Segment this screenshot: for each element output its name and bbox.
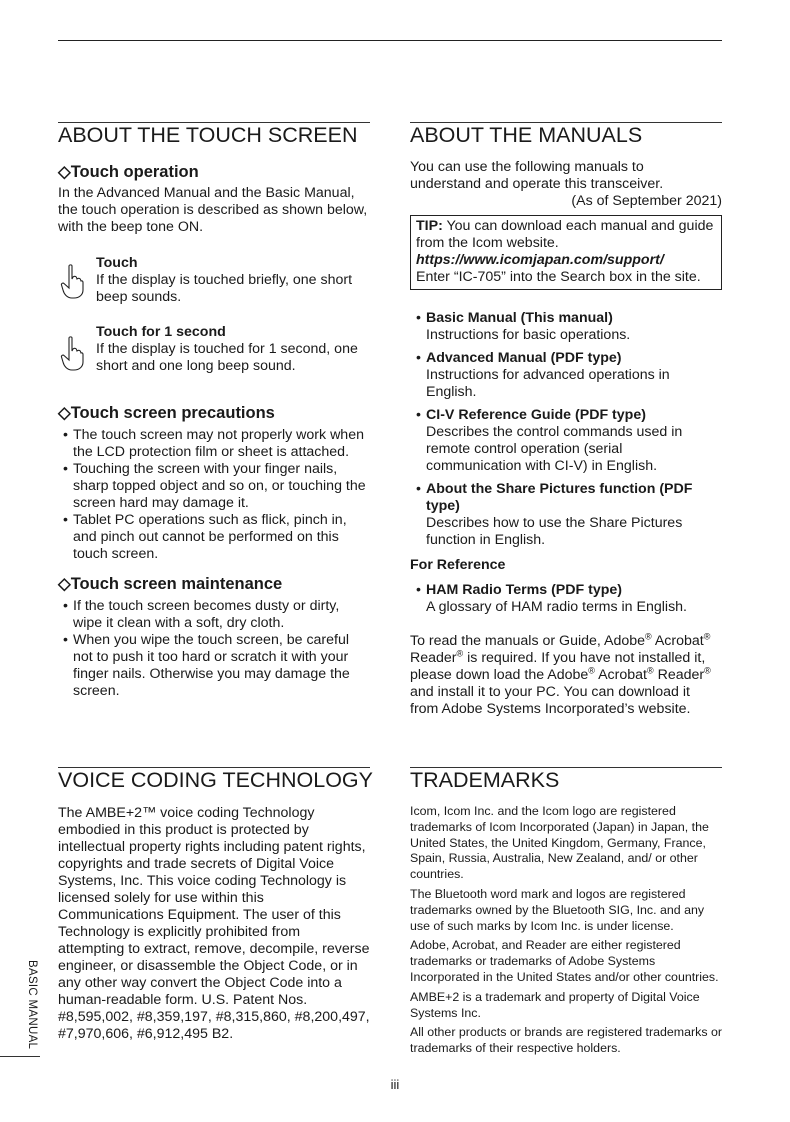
touch-hold-label: Touch for 1 second [96, 324, 226, 340]
touch-desc: If the display is touched briefly, one short beep sounds. [96, 272, 353, 305]
touch-operation-heading: ◇Touch operation [58, 163, 199, 181]
trademarks-body [410, 804, 724, 1057]
touch-label: Touch [96, 255, 138, 271]
precautions-heading: ◇Touch screen precautions [58, 404, 275, 422]
maintenance-list [58, 598, 364, 700]
trademarks-title: TRADEMARKS [410, 767, 722, 794]
touch-hold-desc: If the display is touched for 1 second, one short and one long beep sound. [96, 341, 358, 374]
manuals-title: ABOUT THE MANUALS [410, 122, 722, 149]
list-item: • When you wipe the touch screen, be careful not to push it too hard or scratch it with your finger nails. Otherwise you may damage the screen. [58, 632, 364, 700]
side-label: BASIC MANUAL [26, 960, 38, 1050]
trademark-paragraph: Adobe, Acrobat, and Reader are either registered trademarks or trademarks of Adobe Systems Incorporated in the United States and/or other countries. [410, 938, 719, 984]
manuals-list [410, 310, 724, 549]
list-item: • Tablet PC operations such as flick, pinch in, and pinch out cannot be performed on this touch screen. [58, 512, 372, 563]
list-item: • CI-V Reference Guide (PDF type) Describes the control commands used in remote control operation (serial communication with CI-V) in English. [410, 407, 724, 475]
tip-instruction: Enter “IC-705” into the Search box in the site. [416, 269, 701, 285]
tip-text: You can download each manual and guide from the Icom website. [416, 218, 714, 251]
touch-operation-intro: In the Advanced Manual and the Basic Manual, the touch operation is described as shown below, with the beep tone ON. [58, 185, 368, 235]
list-item: • Basic Manual (This manual) Instructions for basic operations. [410, 310, 724, 344]
trademark-paragraph: All other products or brands are registered trademarks or trademarks of their respective holders. [410, 1025, 722, 1056]
reference-list [410, 582, 724, 616]
precautions-list [58, 427, 372, 563]
list-item: • HAM Radio Terms (PDF type) A glossary of HAM radio terms in English. [410, 582, 724, 616]
touch-hold-hand-icon [60, 336, 84, 372]
tip-box [410, 215, 722, 290]
for-reference-heading: For Reference [410, 557, 506, 573]
touch-hand-icon [60, 264, 84, 300]
trademark-paragraph: The Bluetooth word mark and logos are registered trademarks owned by the Bluetooth SIG, Inc. and any use of such marks by Icom Inc. is under license. [410, 886, 705, 933]
page-number: iii [390, 1077, 400, 1092]
list-item: • If the touch screen becomes dusty or dirty, wipe it clean with a soft, dry cloth. [58, 598, 364, 632]
list-item: • Touching the screen with your finger nails, sharp topped object and so on, or touching the screen hard may damage it. [58, 461, 372, 512]
list-item: • About the Share Pictures function (PDF type) Describes how to use the Share Pictures function in English. [410, 481, 724, 549]
side-label-rule [0, 1056, 40, 1057]
voice-coding-title: VOICE CODING TECHNOLOGY [58, 768, 373, 792]
top-rule [58, 40, 722, 41]
manuals-intro: You can use the following manuals to understand and operate this transceiver. [410, 159, 664, 192]
list-item: • Advanced Manual (PDF type) Instructions for advanced operations in English. [410, 350, 724, 401]
list-item: • The touch screen may not properly work when the LCD protection film or sheet is attached. [58, 427, 372, 461]
reader-note: To read the manuals or Guide, Adobe® Acrobat® Reader® is required. If you have not installed it, please down load the Adobe® Acrobat® Reader® and install it to your PC. You can download it from Adobe Systems Incorporated’s website. [410, 631, 711, 717]
tip-label: TIP: [416, 218, 443, 234]
maintenance-heading: ◇Touch screen maintenance [58, 575, 283, 593]
support-link[interactable]: https://www.icomjapan.com/support/ [416, 252, 664, 268]
touch-screen-title: ABOUT THE TOUCH SCREEN [58, 122, 370, 149]
voice-coding-text: The AMBE+2™ voice coding Technology embodied in this product is protected by intellectual property rights including patent rights, copyrights and trade secrets of Digital Voice Systems, Inc. This voice coding Technology is licensed solely for use within this Communications Equipment. The user of this Technology is explicitly prohibited from attempting to extract, remove, decompile, reverse engineer, or disassemble the Object Code, or in any other way convert the Object Code into a human-readable form. U.S. Patent Nos. #8,595,002, #8,359,197, #8,315,860, #8,200,497, #7,970,606, #6,912,495 B2. [58, 805, 370, 1042]
manuals-as-of: (As of September 2021) [571, 193, 722, 209]
trademark-paragraph: Icom, Icom Inc. and the Icom logo are registered trademarks of Icom Incorporated (Japan) in Japan, the United States, the United Kingdom, Germany, France, Spain, Russia, Australia, New Zealand, and/ or other countries. [410, 804, 709, 882]
trademark-paragraph: AMBE+2 is a trademark and property of Digital Voice Systems Inc. [410, 989, 700, 1020]
